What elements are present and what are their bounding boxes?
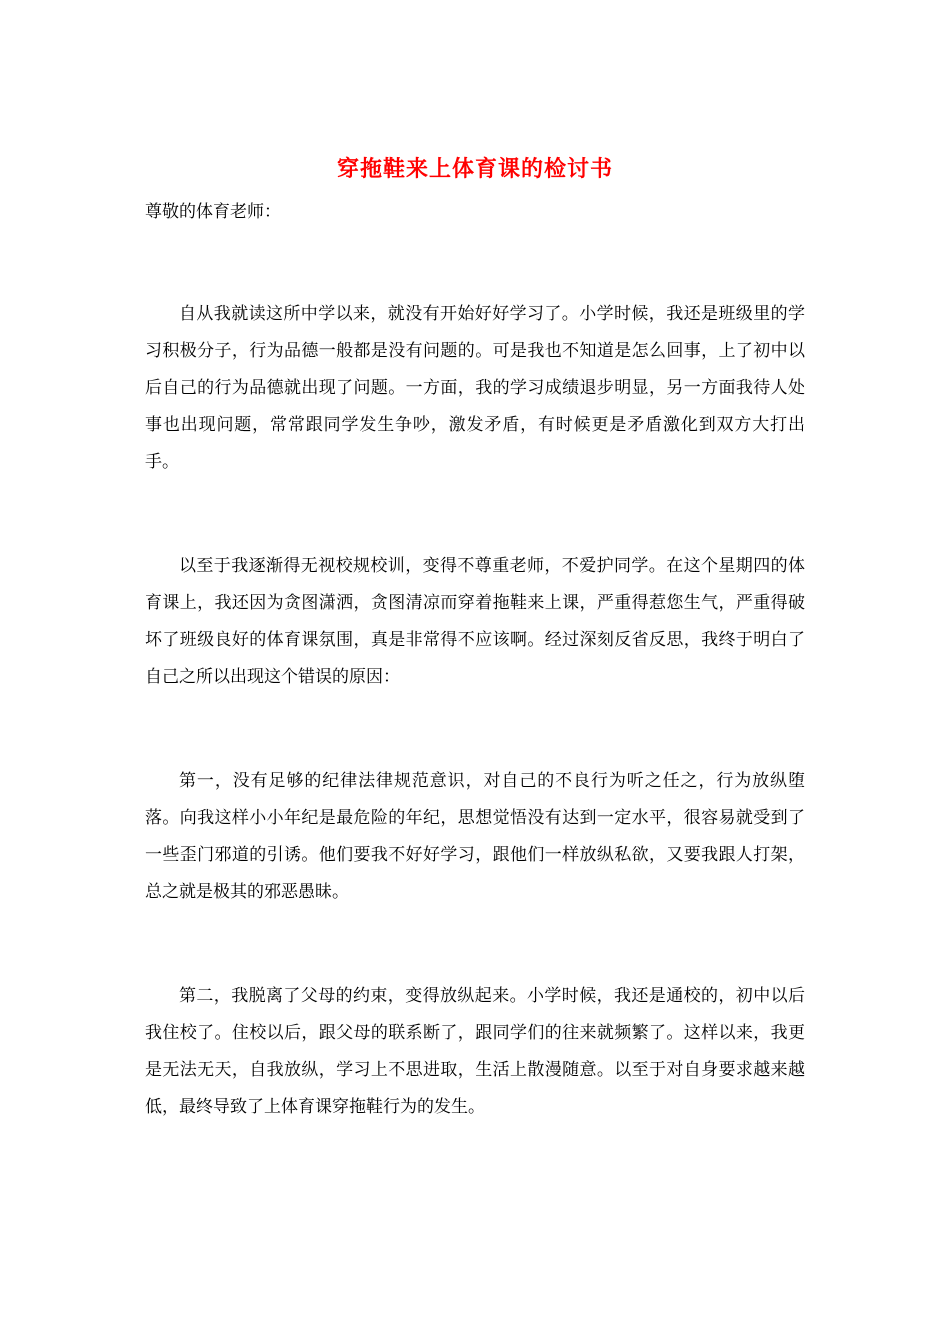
salutation: 尊敬的体育老师： [145,202,281,222]
paragraph-2: 以至于我逐渐得无视校规校训，变得不尊重老师，不爱护同学。在这个星期四的体育课上，我还因为贪图潇洒，贪图清凉而穿着拖鞋来上课，严重得惹您生气，严重得破坏了班级良好的体育课氛围，真是非常得不应该啊。经过深刻反省反思，我终于明白了自己之所以出现这个错误的原因： [145,556,805,687]
paragraph-3: 第一，没有足够的纪律法律规范意识，对自己的不良行为听之任之，行为放纵堕落。向我这样小小年纪是最危险的年纪，思想觉悟没有达到一定水平，很容易就受到了一些歪门邪道的引诱。他们要我不好好学习，跟他们一样放纵私欲，又要我跟人打架，总之就是极其的邪恶愚昧。 [145,771,805,902]
paragraph-1: 自从我就读这所中学以来，就没有开始好好学习了。小学时候，我还是班级里的学习积极分子，行为品德一般都是没有问题的。可是我也不知道是怎么回事，上了初中以后自己的行为品德就出现了问题。一方面，我的学习成绩退步明显，另一方面我待人处事也出现问题，常常跟同学发生争吵，激发矛盾，有时候更是矛盾激化到双方大打出手。 [145,304,805,472]
document-title: 穿拖鞋来上体育课的检讨书 [336,156,613,182]
paragraph-4: 第二，我脱离了父母的约束，变得放纵起来。小学时候，我还是通校的，初中以后我住校了。住校以后，跟父母的联系断了，跟同学们的往来就频繁了。这样以来，我更是无法无天，自我放纵，学习上不思进取，生活上散漫随意。以至于对自身要求越来越低，最终导致了上体育课穿拖鞋行为的发生。 [145,986,805,1117]
